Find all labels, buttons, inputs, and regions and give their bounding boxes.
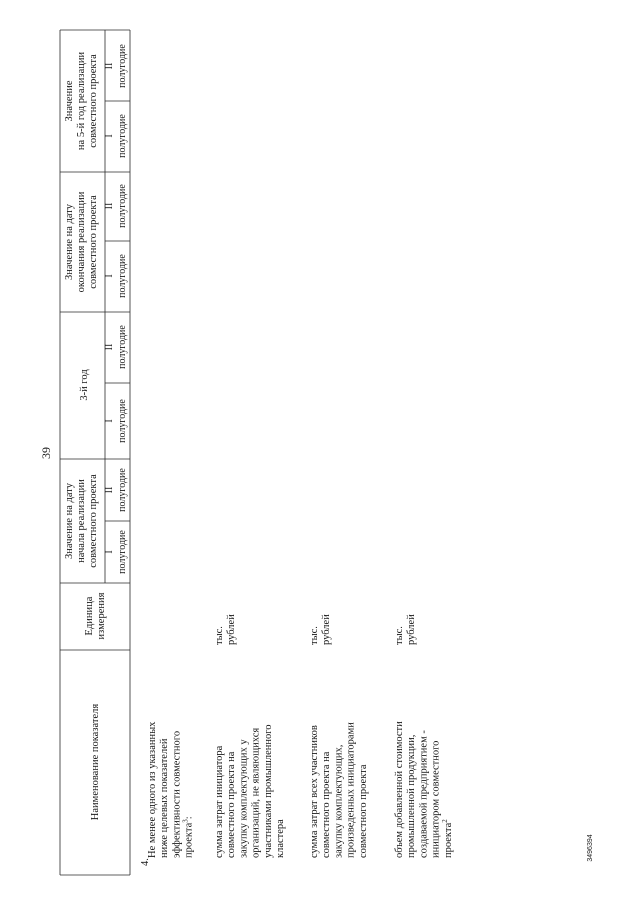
indicator-text-line: ниже целевых показателей (159, 738, 171, 858)
half-year-numeral: I (104, 134, 115, 138)
svg-text:Единица: Единица (84, 596, 95, 636)
indicator-text-line: сумма затрат инициатора (214, 745, 225, 858)
half-year-label: полугодие (117, 325, 128, 369)
half-year-numeral: II (104, 202, 115, 210)
half-year-numeral: II (104, 62, 115, 70)
half-year-headers (104, 44, 128, 574)
indicator-text-line: участниками промышленного (262, 724, 274, 858)
footnote-mark: 2 (440, 819, 449, 823)
svg-text:совместного проекта: совместного проекта (88, 474, 99, 568)
svg-text:окончания реализации: окончания реализации (76, 191, 87, 293)
svg-text:на 5-й год реализации: на 5-й год реализации (76, 51, 87, 151)
header-end-date (64, 191, 99, 292)
unit-value: тыс. (214, 626, 225, 645)
document-code: 3496394 (587, 834, 594, 862)
half-year-label: полугодие (117, 184, 128, 228)
indicator-text-line: закупку комплектующих, (333, 744, 345, 858)
half-year-label: полугодие (117, 254, 128, 298)
half-year-label: полугодие (117, 468, 128, 512)
indicator-text-line: сумма затрат всех участников (309, 725, 320, 858)
half-year-numeral: I (104, 550, 115, 554)
row-number: 4. (140, 858, 151, 866)
indicator-text-line: совместного проекта на (226, 751, 238, 858)
half-year-label: полугодие (117, 530, 128, 574)
unit-value: тыс. (309, 626, 320, 645)
header-start-date (64, 474, 99, 568)
svg-text:совместного проекта: совместного проекта (88, 54, 99, 148)
indicator-text-line: организаций, не являющихся (250, 727, 262, 858)
unit-value: рублей (321, 614, 333, 645)
svg-text:измерения: измерения (96, 592, 107, 640)
indicator-text-line: проекта$^3$: (181, 816, 195, 858)
svg-text:совместного проекта: совместного проекта (88, 195, 99, 289)
indicator-text-line: кластера (275, 819, 286, 858)
page-number: 39 (39, 447, 53, 459)
indicator-text-line: совместного проекта на (321, 751, 333, 858)
indicator-text-line: Не менее одного из указанных (147, 721, 158, 858)
unit-value: рублей (226, 614, 238, 645)
half-year-numeral: I (104, 274, 115, 278)
half-year-label: полугодие (117, 114, 128, 158)
indicator-text-line: создаваемой предприятием - (418, 730, 430, 858)
indicator-text-line: закупку комплектующих у (238, 739, 250, 858)
header-year3: 3-й год (79, 369, 90, 401)
header-unit (84, 592, 107, 639)
indicator-text-line: произведенных инициаторами (345, 722, 357, 858)
indicator-text-line: промышленной продукции, (406, 734, 418, 858)
svg-text:Значение на дату: Значение на дату (64, 483, 75, 559)
svg-text:Значение на дату: Значение на дату (64, 204, 75, 280)
indicator-text-line: инициатором совместного (430, 740, 442, 858)
unit-value: тыс. (394, 626, 405, 645)
header-year5 (64, 52, 99, 151)
indicator-text-line: эффективности совместного (171, 730, 183, 858)
footnote-mark: 3 (181, 819, 190, 823)
svg-text:начала реализации: начала реализации (76, 479, 87, 563)
half-year-numeral: II (104, 343, 115, 351)
header-indicator: Наименование показателя (90, 703, 101, 821)
half-year-numeral: I (104, 419, 115, 423)
indicator-text-line: объем добавленной стоимости (394, 721, 405, 858)
half-year-numeral: II (104, 486, 115, 494)
svg-text:Значение: Значение (64, 80, 75, 122)
indicator-text-line: совместного проекта (357, 764, 369, 858)
indicator-text-line: проекта$^2$ (440, 819, 454, 858)
half-year-label: полугодие (117, 44, 128, 88)
unit-value: рублей (406, 614, 418, 645)
half-year-label: полугодие (117, 399, 128, 443)
indicator-rows (147, 614, 454, 858)
